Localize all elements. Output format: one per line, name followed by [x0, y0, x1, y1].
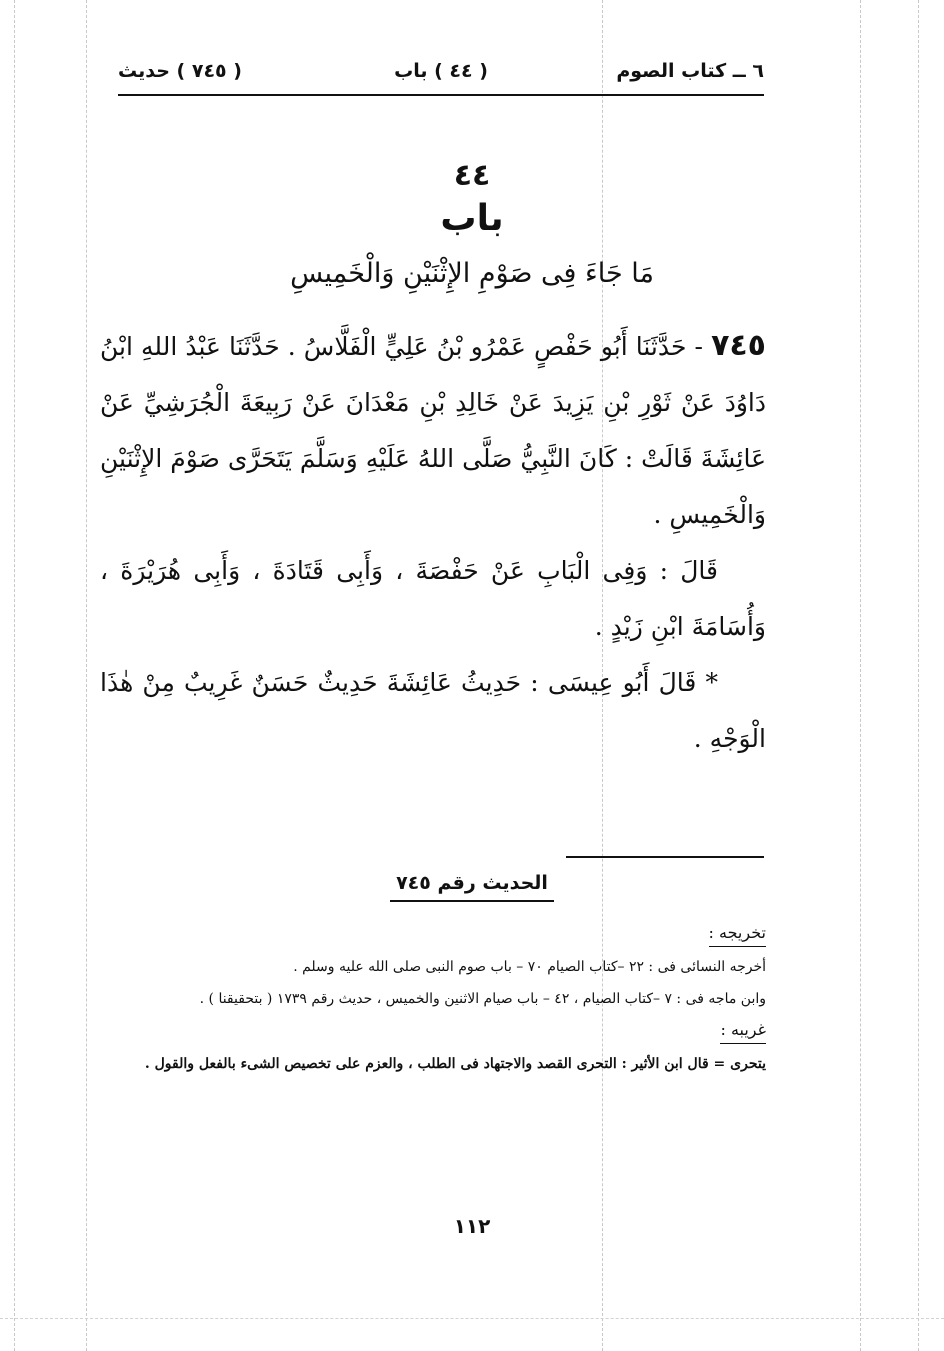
page-number: ١١٢ — [453, 1214, 491, 1238]
header-chapter: ( ٤٤ ) باب — [394, 60, 488, 82]
running-header — [118, 52, 764, 92]
chapter-number: ٤٤ — [453, 158, 491, 193]
notes-title: الحديث رقم ٧٤٥ — [390, 872, 554, 902]
gharib-text: يتحرى = قال ابن الأثير : التحرى القصد والاجتهاد فى الطلب ، والعزم على تخصيص الشىء بالفعل والقول . — [144, 1056, 766, 1072]
header-hadith-number: ( ٧٤٥ ) حديث — [118, 60, 242, 82]
header-divider — [118, 94, 764, 96]
hadith-chapter-note: قَالَ : وَفِى الْبَابِ عَنْ حَفْصَةَ ، وَأَبِى قَتَادَةَ ، وَأَبِى هُرَيْرَةَ ، وَأُسَامَةَ ابْنِ زَيْدٍ . — [100, 556, 766, 641]
header-book-title: ٦ ــ كتاب الصوم — [616, 60, 764, 82]
gharib-label: غريبه : — [720, 1017, 766, 1044]
scan-guide-line — [0, 1318, 944, 1319]
takhrij-line: وابن ماجه فى : ٧ –كتاب الصيام ، ٤٢ – باب صيام الاثنين والخميس ، حديث رقم ١٧٣٩ ( بتحقيقنا ) . — [199, 991, 766, 1007]
takhrij-line: أخرجه النسائى فى : ٢٢ –كتاب الصيام ٧٠ – باب صوم النبى صلى الله عليه وسلم . — [293, 959, 766, 975]
chapter-heading: باب — [440, 198, 504, 239]
hadith-grading: * قَالَ أَبُو عِيسَى : حَدِيثُ عَائِشَةَ حَدِيثٌ حَسَنٌ غَرِيبٌ مِنْ هٰذَا الْوَجْهِ . — [100, 668, 766, 753]
footnotes — [106, 918, 766, 1080]
footnote-divider — [566, 856, 764, 858]
hadith-paragraph — [100, 318, 766, 543]
chapter-title: مَا جَاءَ فِى صَوْمِ الإِثْنَيْنِ وَالْخَمِيسِ — [290, 258, 654, 289]
takhrij-label: تخريجه : — [709, 920, 766, 947]
hadith-body — [100, 318, 766, 767]
hadith-text: - حَدَّثَنَا أَبُو حَفْصٍ عَمْرُو بْنُ عَلِيٍّ الْفَلَّاسُ . حَدَّثَنَا عَبْدُ اللهِ ابْنُ دَاوُدَ عَنْ ثَوْرِ بْنِ يَزِيدَ عَنْ خَالِدِ بْنِ مَعْدَانَ عَنْ رَبِيعَةَ الْجُرَشِيِّ عَنْ عَائِشَةَ قَالَتْ : كَانَ النَّبِيُّ صَلَّى اللهُ عَلَيْهِ وَسَلَّمَ يَتَحَرَّى صَوْمَ الإِثْنَيْنِ وَالْخَمِيسِ . — [100, 332, 766, 529]
notes-heading — [0, 872, 944, 902]
hadith-number: ٧٤٥ — [711, 328, 766, 363]
